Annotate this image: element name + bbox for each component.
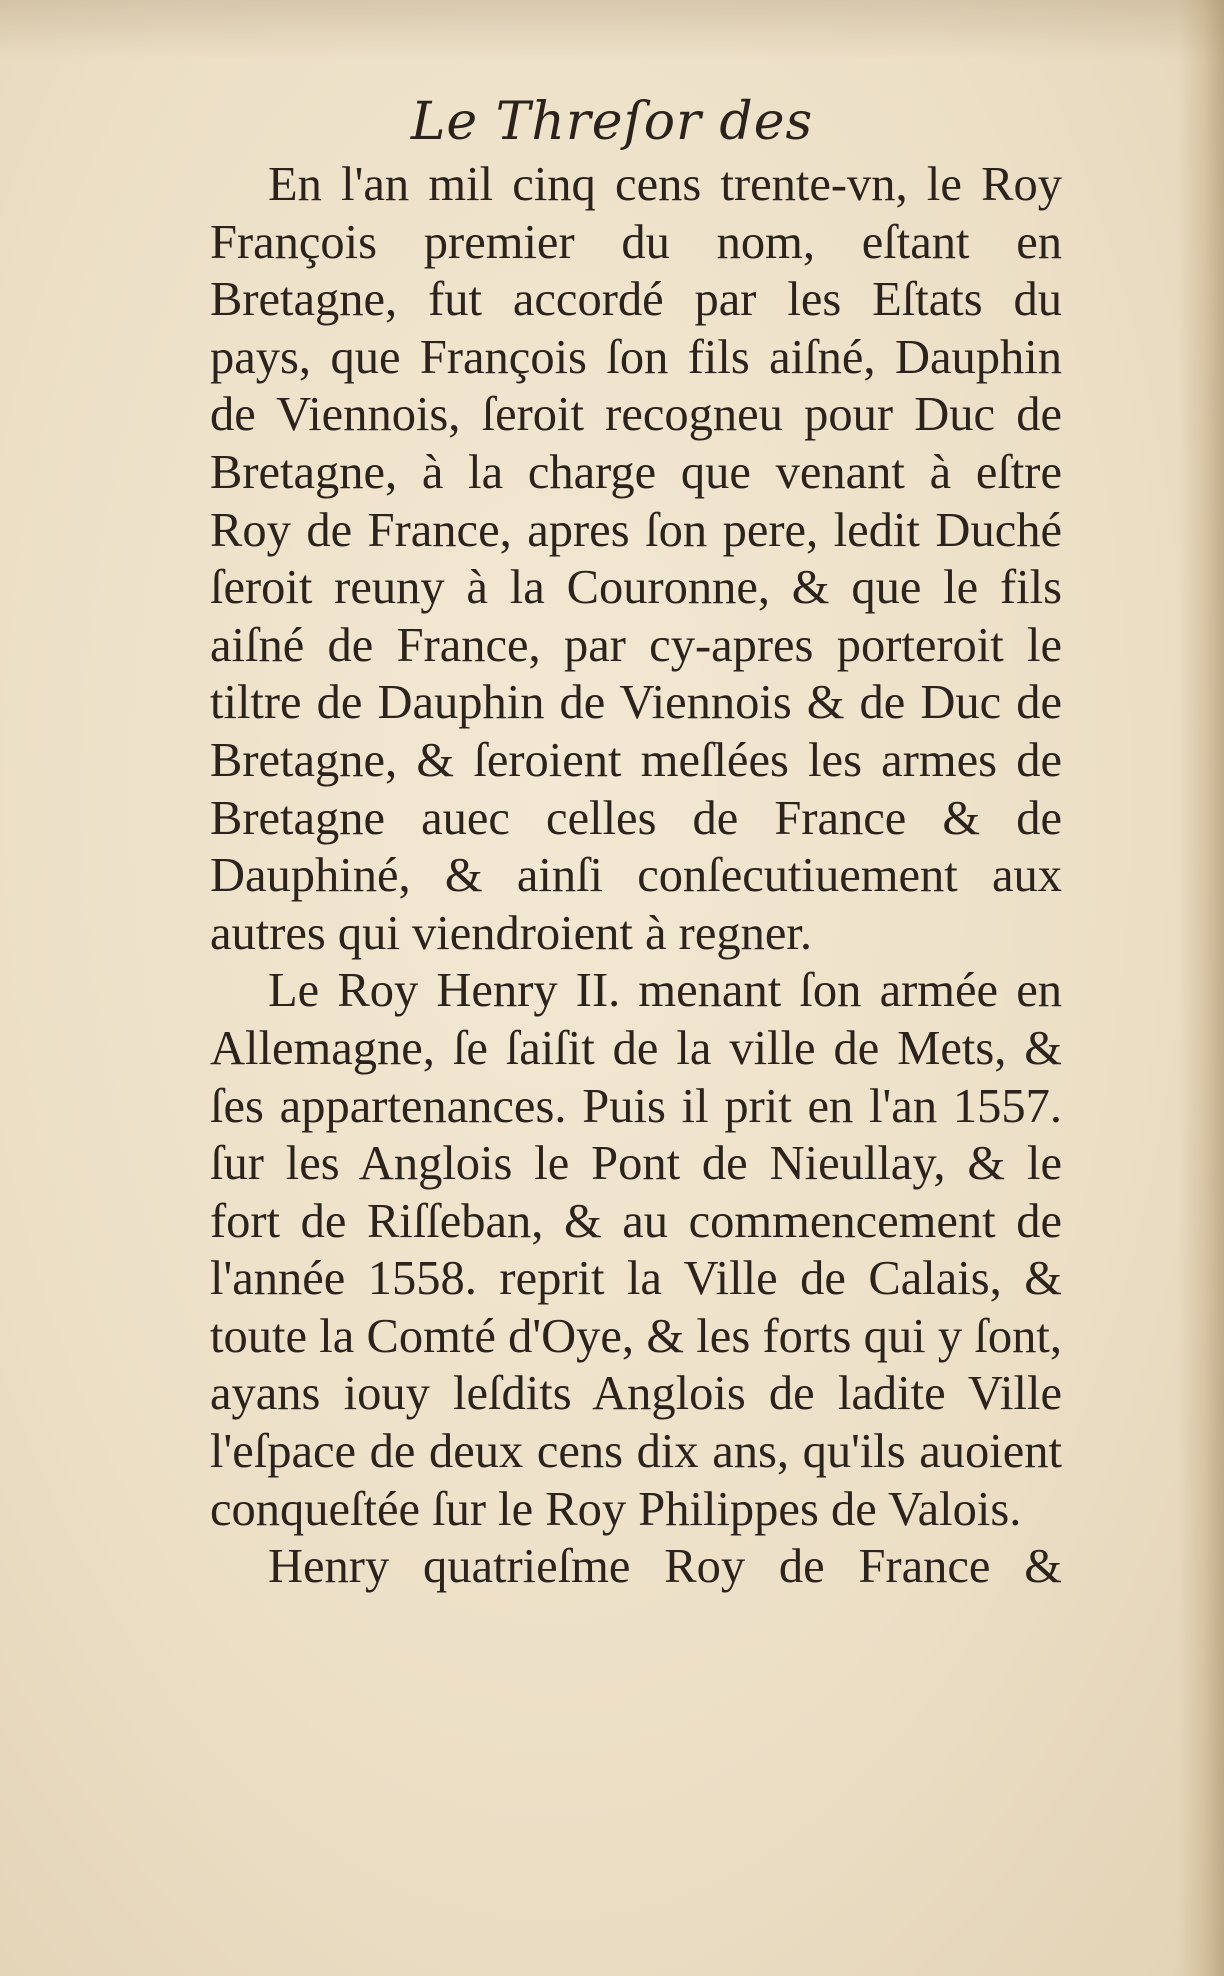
page-gutter-shadow xyxy=(1178,0,1224,1976)
body-text xyxy=(210,156,1062,1596)
paragraph-henry-iv: Henry quatrieſme Roy de France & xyxy=(268,1540,1062,1594)
running-header: Le Threſor des xyxy=(410,92,814,152)
page-top-shadow xyxy=(0,0,1224,60)
paragraph-henry-ii: Le Roy Henry II. menant ſon armée en Allemagne, ſe ſaiſit de la ville de Mets, & ſes appartenances. Puis il prit en l'an 1557. ſur les Anglois le Pont de Nieullay, & le fort de Riſſeban, & au commencement de l'année 1558. reprit la Ville de Calais, & toute la Comté d'Oye, & les forts qui y ſont, ayans iouy leſdits Anglois de ladite Ville l'eſpace de deux cens dix ans, qu'ils auoient conqueſtée ſur le Roy Philippes de Valois. xyxy=(210,964,1062,1536)
paragraph-francois-bretagne: En l'an mil cinq cens trente-vn, le Roy François premier du nom, eſtant en Bretagne, fut accordé par les Eſtats du pays, que François ſon fils aiſné, Dauphin de Viennois, ſeroit recogneu pour Duc de Bretagne, à la charge que venant à eſtre Roy de France, apres ſon pere, ledit Duché ſeroit reuny à la Couronne, & que le fils aiſné de France, par cy-apres porteroit le tiltre de Dauphin de Viennois & de Duc de Bretagne, & ſeroient meſlées les armes de Bretagne auec celles de France & de Dauphiné, & ainſi conſecutiuement aux autres qui viendroient à regner. xyxy=(210,158,1062,960)
